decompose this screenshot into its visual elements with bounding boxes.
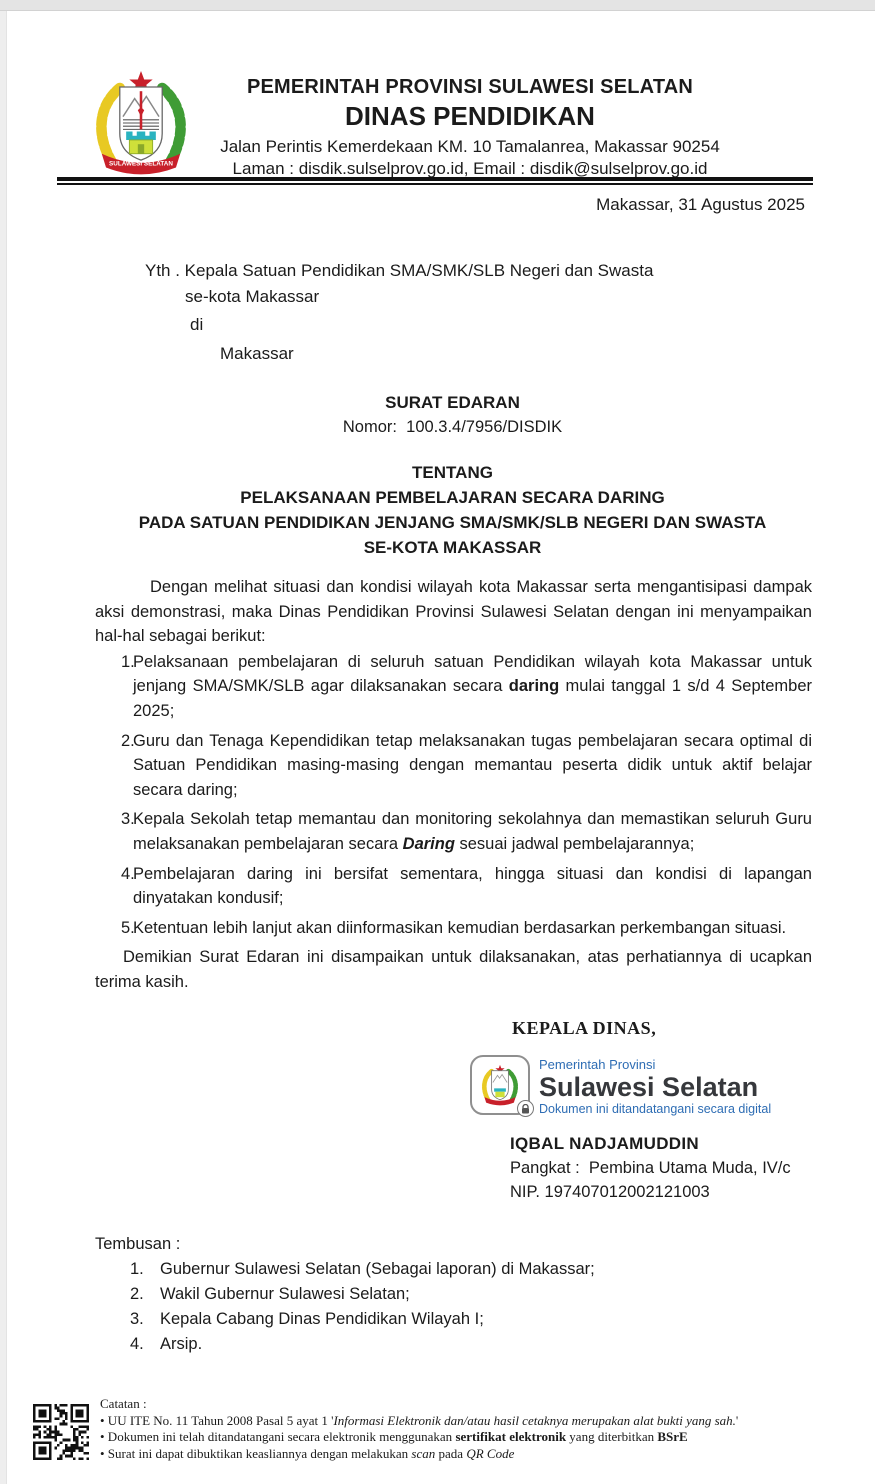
signer-nip: NIP. 197407012002121003: [510, 1183, 710, 1201]
list-item: [95, 1332, 812, 1357]
numbered-items: [95, 650, 812, 941]
government-name: PEMERINTAH PROVINSI SULAWESI SELATAN: [246, 76, 694, 98]
item-text: Pelaksanaan pembelajaran di seluruh satuan Pendidikan wilayah kota Makassar untuk jenjang SMA/SMK/SLB agar dilaksanakan secara daring mulai tanggal 1 s/d 4 September 2025;: [133, 652, 812, 720]
item-number: 5.: [121, 918, 135, 937]
note-line: • UU ITE No. 11 Tahun 2008 Pasal 5 ayat 1 'Informasi Elektronik dan/atau hasil cetaknya merupakan alat bukti yang sah.': [100, 1412, 739, 1428]
signature-block: [470, 1018, 820, 1204]
carbon-copy-block: [95, 1232, 812, 1357]
signer-identity: [510, 1132, 820, 1204]
addressee-line: se-kota Makassar: [185, 287, 320, 306]
stamp-text: [539, 1055, 771, 1116]
item-text: Arsip.: [160, 1335, 203, 1353]
letter-body: [95, 575, 812, 995]
agency-name: DINAS PENDIDIKAN: [345, 101, 595, 131]
list-item: [95, 1257, 812, 1282]
opening-paragraph: Dengan melihat situasi dan kondisi wilayah kota Makassar serta mengantisipasi dampak aksi demonstrasi, maka Dinas Pendidikan Provinsi Sulawesi Selatan dengan ini menyampaikan hal-hal sebagai berikut:: [95, 578, 812, 646]
letterhead: [0, 70, 875, 176]
list-item: [95, 807, 812, 856]
digital-signature-stamp: [470, 1055, 820, 1116]
list-item: [95, 916, 812, 941]
subject-line: PADA SATUAN PENDIDIKAN JENJANG SMA/SMK/SLB NEGERI DAN SWASTA: [138, 513, 767, 532]
item-number: 1.: [130, 1260, 144, 1278]
subject-line: SE-KOTA MAKASSAR: [363, 538, 542, 557]
note-line: • Dokumen ini telah ditandatangani secara elektronik menggunakan sertifikat elektronik yang diterbitkan BSrE: [100, 1429, 688, 1444]
carbon-copy-list: [95, 1257, 812, 1357]
item-text: Gubernur Sulawesi Selatan (Sebagai laporan) di Makassar;: [160, 1260, 595, 1278]
list-item: [95, 650, 812, 724]
letter-title-block: [95, 390, 810, 560]
lock-icon: [517, 1100, 534, 1117]
letter-type-heading: SURAT EDARAN: [385, 393, 520, 412]
emblem-banner-text: SULAWESI SELATAN: [109, 160, 173, 168]
signer-position: KEPALA DINAS,: [512, 1018, 657, 1038]
item-number: 3.: [130, 1310, 144, 1328]
item-text: Guru dan Tenaga Kependidikan tetap melaksanakan tugas pembelajaran secara optimal di Satuan Pendidikan masing-masing dengan memantau peserta didik untuk aktif belajar secara daring;: [133, 731, 812, 799]
list-item: [95, 729, 812, 803]
subject-line: PELAKSANAAN PEMBELAJARAN SECARA DARING: [240, 488, 665, 507]
item-number: 1.: [121, 652, 135, 671]
stamp-digital-note: Dokumen ini ditandatangani secara digital: [539, 1102, 772, 1116]
scan-left-edge: [0, 11, 7, 1484]
addressee-line: Yth . Kepala Satuan Pendidikan SMA/SMK/SLB Negeri dan Swasta: [145, 261, 654, 280]
stamp-province-name: Sulawesi Selatan: [539, 1072, 759, 1102]
addressee-line: Makassar: [220, 344, 294, 363]
item-number: 2.: [121, 731, 135, 750]
item-text: Ketentuan lebih lanjut akan diinformasikan kemudian berdasarkan perkembangan situasi.: [133, 918, 787, 937]
footer-notes: [100, 1396, 738, 1462]
letterhead-text: [170, 76, 770, 179]
stamp-province-label: Pemerintah Provinsi: [539, 1057, 656, 1072]
item-number: 3.: [121, 810, 135, 829]
item-number: 2.: [130, 1285, 144, 1303]
item-number: 4.: [130, 1335, 144, 1353]
stamp-emblem-frame: [470, 1055, 530, 1115]
addressee-block: [145, 258, 653, 367]
item-number: 4.: [121, 864, 135, 883]
signer-name: IQBAL NADJAMUDDIN: [510, 1134, 699, 1153]
item-text: Pembelajaran daring ini bersifat sementara, hingga situasi dan kondisi di lapangan dinyatakan kondusif;: [133, 864, 812, 908]
list-item: [95, 1282, 812, 1307]
closing-paragraph: Demikian Surat Edaran ini disampaikan untuk dilaksanakan, atas perhatiannya di ucapkan terima kasih.: [95, 948, 812, 991]
about-heading: TENTANG: [412, 463, 493, 482]
note-line: • Surat ini dapat dibuktikan keasliannya dengan melakukan scan pada QR Code: [100, 1445, 515, 1461]
letter-number: Nomor: 100.3.4/7956/DISDIK: [342, 418, 563, 436]
item-text: Kepala Sekolah tetap memantau dan monitoring sekolahnya dan memastikan seluruh Guru melaksanakan pembelajaran secara Daring sesuai jadwal pembelajarannya;: [133, 810, 812, 853]
addressee-line: di: [190, 315, 204, 334]
scan-top-edge: [0, 0, 875, 11]
agency-contact: Laman : disdik.sulselprov.go.id, Email : disdik@sulselprov.go.id: [232, 159, 708, 178]
qr-code: [33, 1404, 89, 1460]
list-item: [95, 862, 812, 911]
carbon-copy-heading: Tembusan :: [95, 1235, 181, 1253]
agency-address: Jalan Perintis Kemerdekaan KM. 10 Tamalanrea, Makassar 90254: [220, 137, 720, 156]
date-line: Makassar, 31 Agustus 2025: [596, 195, 805, 214]
footer-note-block: [33, 1396, 860, 1462]
letterhead-divider: [57, 177, 813, 185]
notes-heading: Catatan :: [100, 1396, 147, 1411]
stamp-emblem-icon: [479, 1064, 521, 1106]
list-item: [95, 1307, 812, 1332]
item-text: Kepala Cabang Dinas Pendidikan Wilayah I;: [160, 1310, 484, 1328]
signer-rank: Pangkat : Pembina Utama Muda, IV/c: [510, 1159, 791, 1177]
item-text: Wakil Gubernur Sulawesi Selatan;: [160, 1285, 410, 1303]
